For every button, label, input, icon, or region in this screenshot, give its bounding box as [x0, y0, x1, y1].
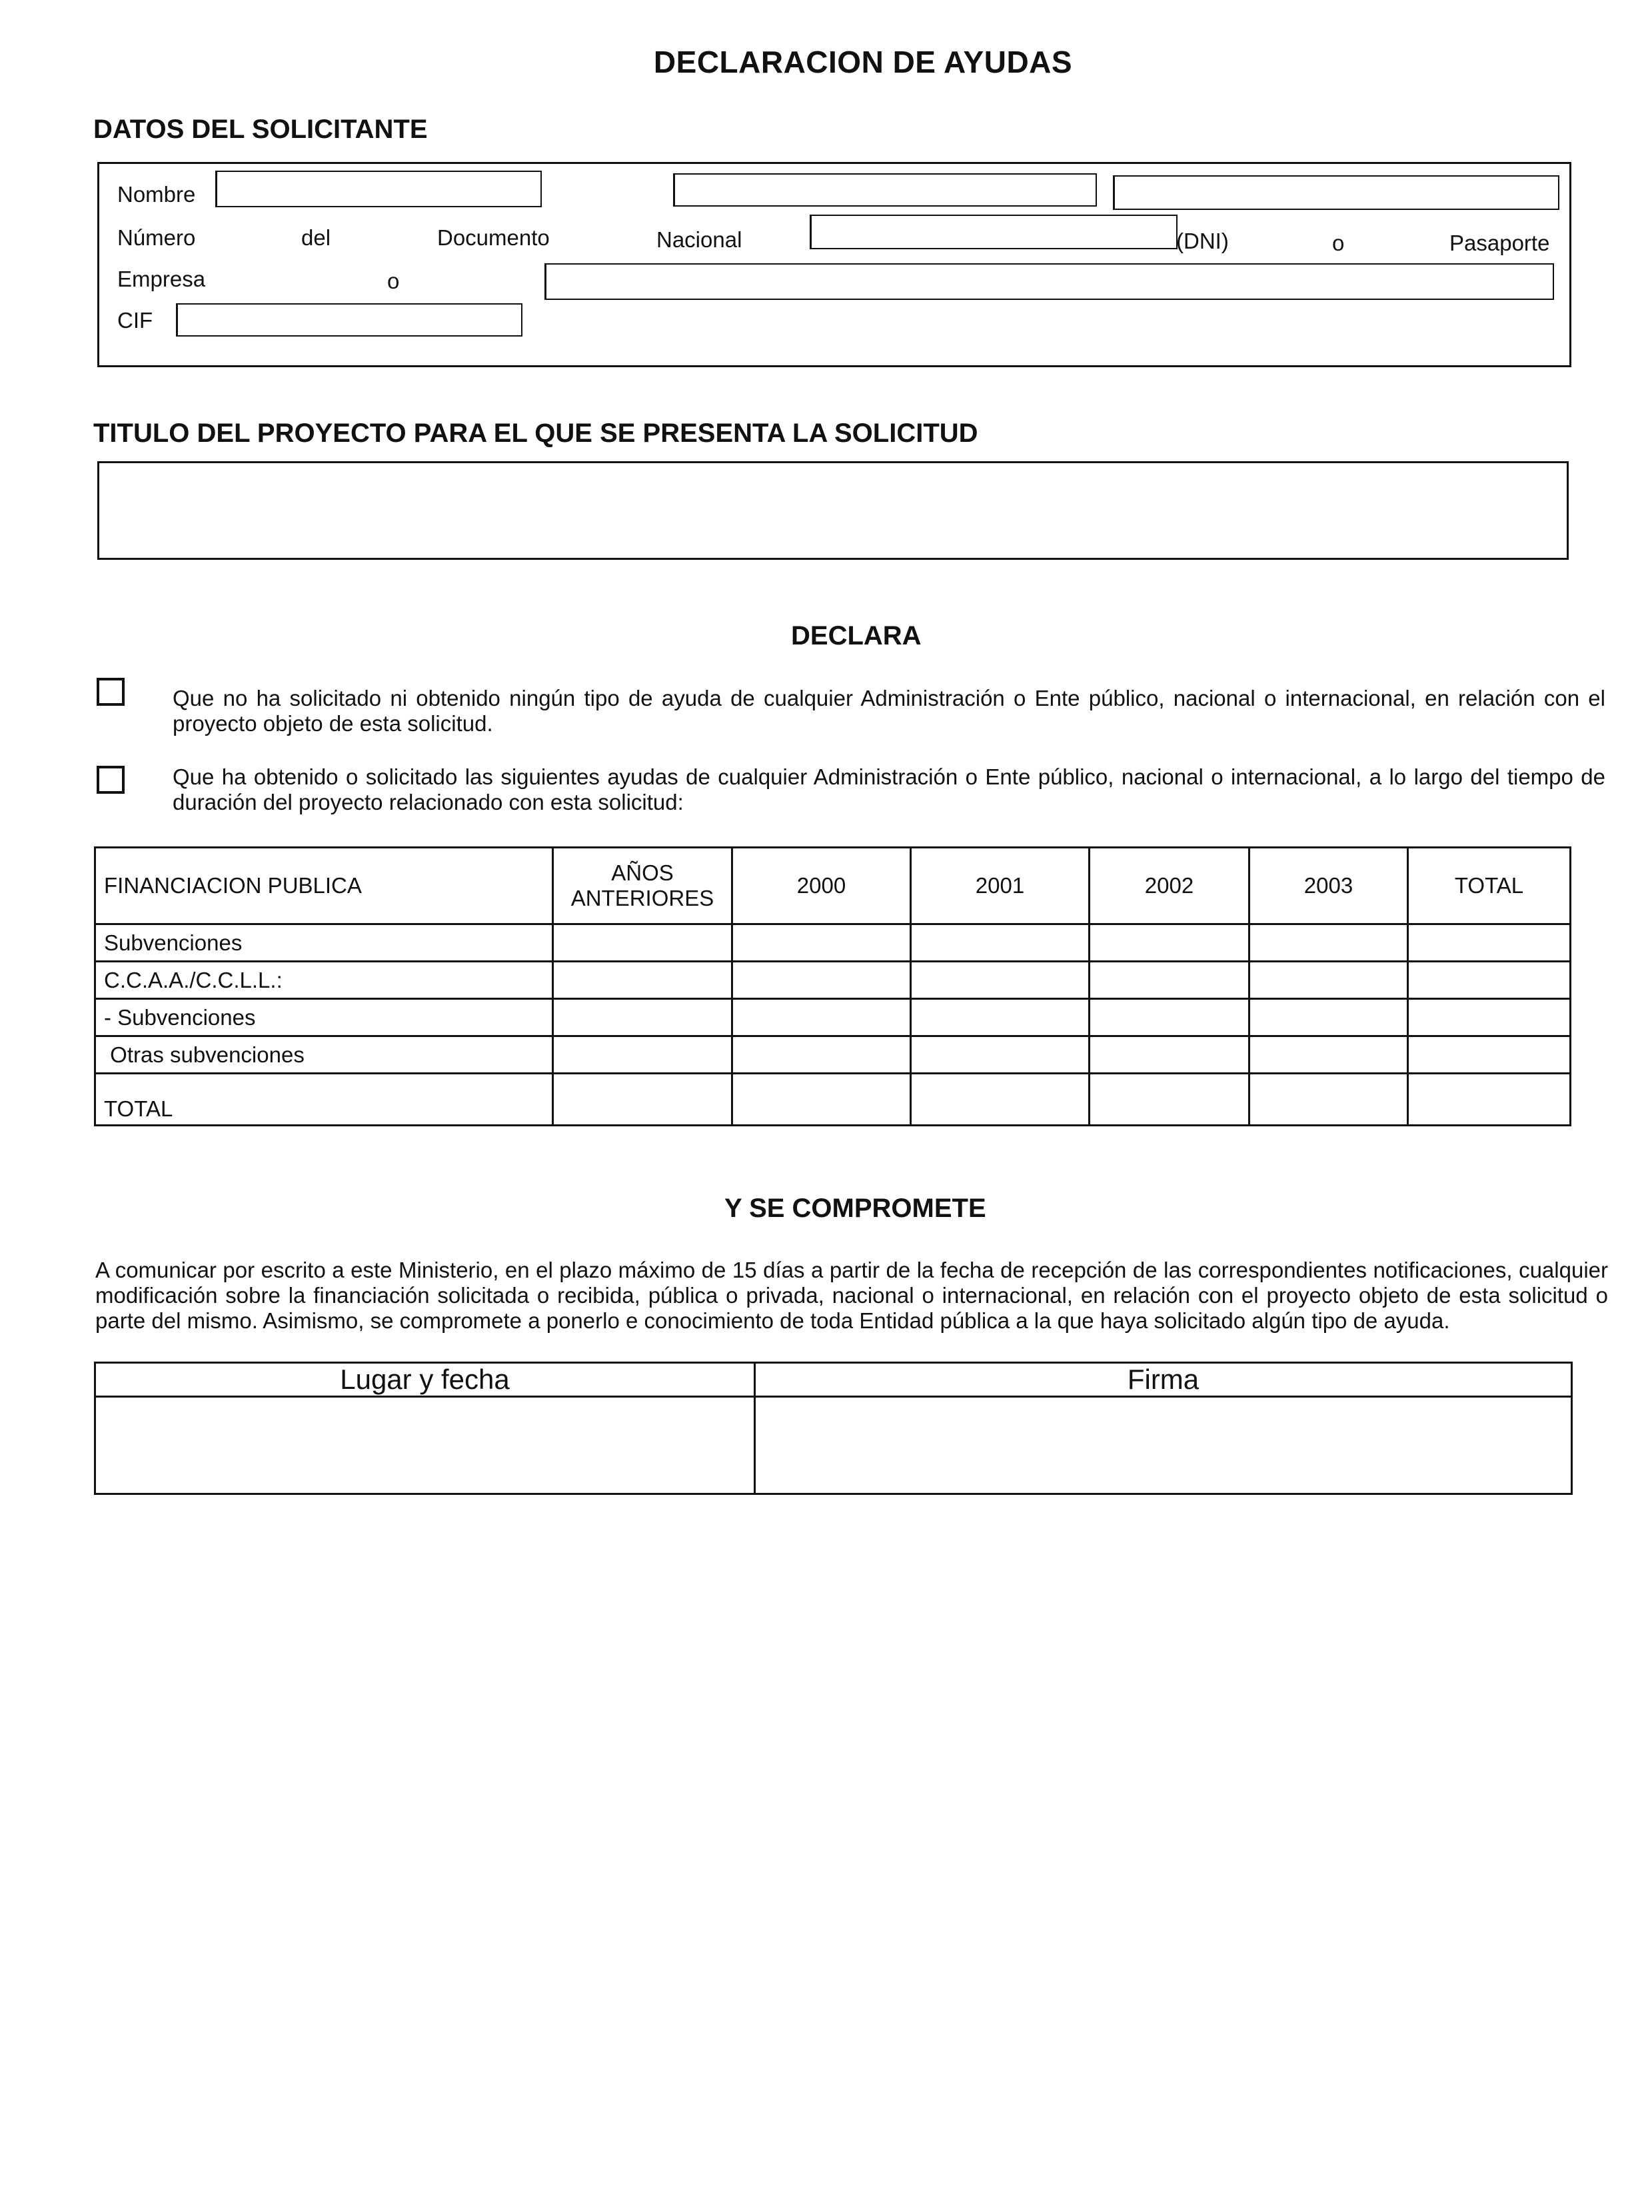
- table-row: [95, 1036, 1571, 1074]
- table-cell[interactable]: [911, 962, 1090, 999]
- table-cell[interactable]: [1249, 999, 1408, 1036]
- table-cell[interactable]: [911, 1036, 1090, 1074]
- table-total-row: [95, 1074, 1571, 1126]
- header-cell: FINANCIACION PUBLICA: [95, 848, 553, 924]
- table-cell[interactable]: [1249, 1036, 1408, 1074]
- table-cell[interactable]: [1249, 1074, 1408, 1126]
- dni-field[interactable]: [810, 215, 1178, 249]
- row-label: TOTAL: [95, 1074, 553, 1126]
- table-cell[interactable]: [911, 1074, 1090, 1126]
- row-label: Otras subvenciones: [95, 1036, 553, 1074]
- option2-text: Que ha obtenido o solicitado las siguientes ayudas de cualquier Administración o Ente público, nacional o internacional, a lo largo del tiempo de duración del proyecto relacionado con esta solicitud:: [173, 764, 1605, 814]
- table-cell[interactable]: [911, 924, 1090, 962]
- signature-label: Firma: [755, 1363, 1572, 1397]
- project-heading: TITULO DEL PROYECTO PARA EL QUE SE PRESENTA LA SOLICITUD: [93, 419, 978, 448]
- table-cell[interactable]: [732, 962, 911, 999]
- page-title: DECLARACION DE AYUDAS: [653, 45, 1073, 79]
- row-label: - Subvenciones: [95, 999, 553, 1036]
- option1-checkbox[interactable]: [97, 678, 125, 706]
- company-label: Empresa: [117, 267, 206, 291]
- option1-text: Que no ha solicitado ni obtenido ningún tipo de ayuda de cualquier Administración o Ente público, nacional o internacional, en relación con el proyecto objeto de esta solicitud.: [173, 686, 1605, 736]
- surname2-field[interactable]: [1113, 175, 1559, 210]
- header-cell: 2001: [911, 848, 1090, 924]
- table-cell[interactable]: [1408, 1036, 1571, 1074]
- declara-heading: DECLARA: [791, 621, 922, 650]
- place-date-field[interactable]: [95, 1397, 755, 1494]
- place-date-label: Lugar y fecha: [95, 1363, 755, 1397]
- company-field[interactable]: [544, 263, 1554, 300]
- table-cell[interactable]: [732, 1036, 911, 1074]
- applicant-heading: DATOS DEL SOLICITANTE: [93, 115, 428, 144]
- id-label-word-4: Nacional: [656, 227, 742, 252]
- option2-checkbox[interactable]: [97, 766, 125, 794]
- row-label: Subvenciones: [95, 924, 553, 962]
- table-cell[interactable]: [911, 999, 1090, 1036]
- commitment-text: A comunicar por escrito a este Ministerio, en el plazo máximo de 15 días a partir de la fecha de recepción de las correspondientes notificaciones, cualquier modificación sobre la financiación solicitada o recibida, pública o privada, nacional o internacional, en relación con el proyecto objeto de esta solicitud o parte del mismo. Asimismo, se compromete a ponerlo e conocimiento de toda Entidad pública a la que haya solicitado algún tipo de ayuda.: [95, 1258, 1608, 1333]
- table-header-row: [95, 848, 1571, 924]
- table-cell[interactable]: [553, 962, 732, 999]
- id-label-word-2: del: [301, 225, 331, 250]
- signature-table: [94, 1362, 1573, 1495]
- project-title-field[interactable]: [97, 461, 1569, 560]
- row-label: C.C.A.A./C.C.L.L.:: [95, 962, 553, 999]
- table-cell[interactable]: [1408, 962, 1571, 999]
- table-cell[interactable]: [1090, 999, 1249, 1036]
- table-cell[interactable]: [1090, 962, 1249, 999]
- commitment-heading: Y SE COMPROMETE: [724, 1194, 986, 1223]
- dni-suffix: (DNI): [1176, 229, 1229, 253]
- table-row: [95, 999, 1571, 1036]
- name-label: Nombre: [117, 182, 196, 207]
- table-row: [95, 924, 1571, 962]
- header-cell: TOTAL: [1408, 848, 1571, 924]
- table-cell[interactable]: [732, 999, 911, 1036]
- table-cell[interactable]: [1090, 924, 1249, 962]
- table-cell[interactable]: [553, 924, 732, 962]
- company-or-label: o: [387, 269, 400, 293]
- table-cell[interactable]: [1408, 999, 1571, 1036]
- table-cell[interactable]: [1090, 1036, 1249, 1074]
- table-cell[interactable]: [732, 1074, 911, 1126]
- table-row: [95, 962, 1571, 999]
- surname1-field[interactable]: [673, 173, 1097, 207]
- cif-label: CIF: [117, 308, 153, 333]
- table-cell[interactable]: [553, 999, 732, 1036]
- header-cell: 2002: [1090, 848, 1249, 924]
- id-label-word-3: Documento: [437, 225, 550, 250]
- header-cell: 2000: [732, 848, 911, 924]
- table-cell[interactable]: [1249, 962, 1408, 999]
- signature-field[interactable]: [755, 1397, 1572, 1494]
- header-cell: 2003: [1249, 848, 1408, 924]
- table-cell[interactable]: [1408, 1074, 1571, 1126]
- name-field[interactable]: [215, 171, 542, 207]
- table-cell[interactable]: [732, 924, 911, 962]
- id-label-word-1: Número: [117, 225, 196, 250]
- table-cell[interactable]: [1090, 1074, 1249, 1126]
- passport-label: Pasaporte: [1449, 231, 1550, 255]
- table-cell[interactable]: [1249, 924, 1408, 962]
- cif-field[interactable]: [176, 303, 522, 337]
- table-cell[interactable]: [553, 1074, 732, 1126]
- id-or-label: o: [1332, 231, 1345, 255]
- table-cell[interactable]: [553, 1036, 732, 1074]
- header-cell: AÑOS ANTERIORES: [553, 848, 732, 924]
- funding-table: [94, 846, 1571, 1126]
- table-cell[interactable]: [1408, 924, 1571, 962]
